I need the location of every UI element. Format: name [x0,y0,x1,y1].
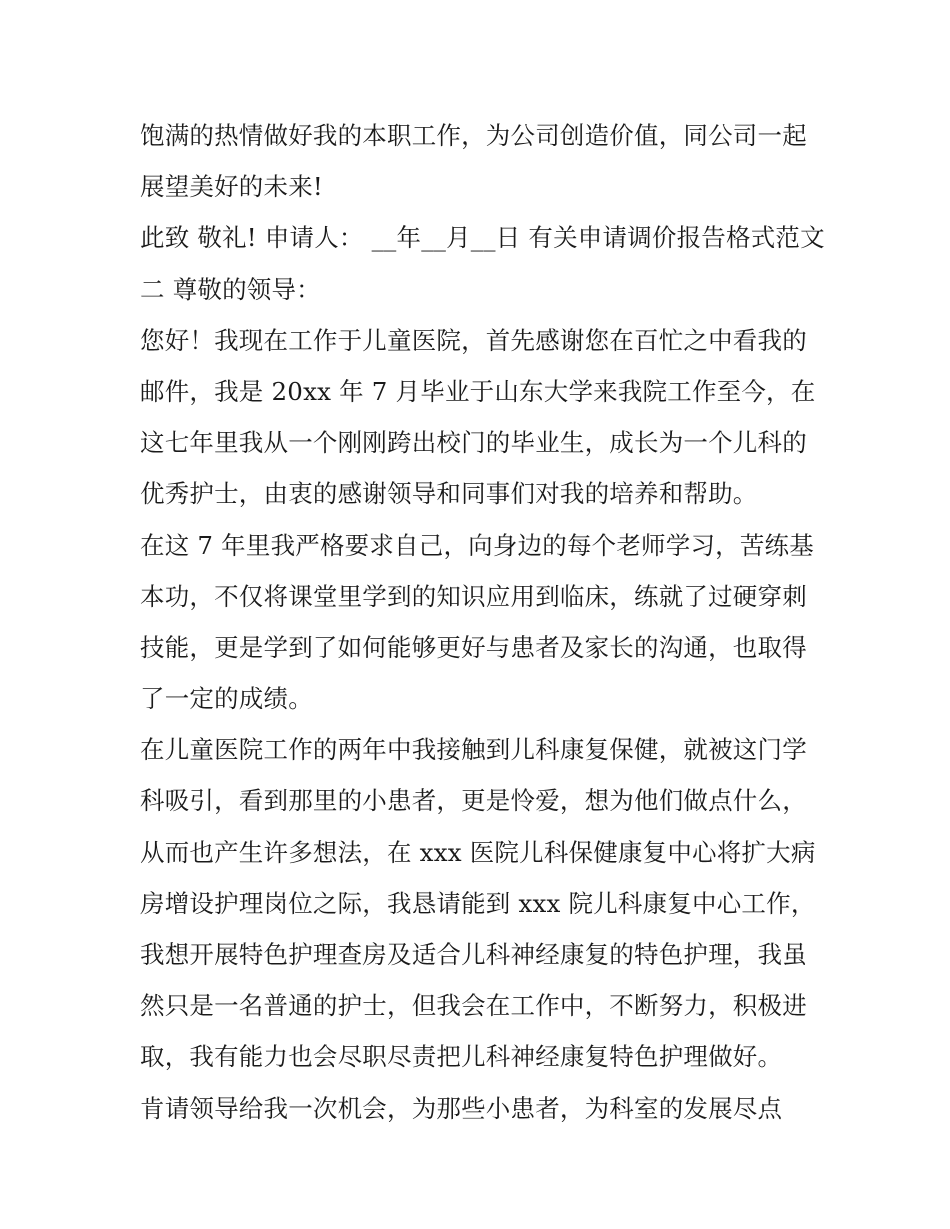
text-line: 展望美好的未来! [140,172,323,202]
text-line: 您好！我现在工作于儿童医院，首先感谢您在百忙之中看我的 [140,325,807,355]
text-line: 技能，更是学到了如何能够更好与患者及家长的沟通，也取得 [140,632,807,662]
text-line: 本功，不仅将课堂里学到的知识应用到临床，练就了过硬穿刺 [140,581,807,611]
text-line: 从而也产生许多想法，在 xxx 医院儿科保健康复中心将扩大病 [140,837,816,867]
text-line: 了一定的成绩。 [140,684,313,714]
text-line: 这七年里我从一个刚刚跨出校门的毕业生，成长为一个儿科的 [140,428,807,458]
text-line: 科吸引，看到那里的小患者，更是怜爱，想为他们做点什么， [140,786,807,816]
text-line: 饱满的热情做好我的本职工作，为公司创造价值，同公司一起 [140,121,807,150]
text-line: 房增设护理岗位之际，我恳请能到 xxx 院儿科康复中心工作， [140,888,816,918]
text-line: 在儿童医院工作的两年中我接触到儿科康复保健，就被这门学 [140,735,807,765]
text-line: 取，我有能力也会尽职尽责把儿科神经康复特色护理做好。 [140,1042,783,1072]
text-line: 在这 7 年里我严格要求自己，向身边的每个老师学习，苦练基 [140,530,814,560]
text-line: 肯请领导给我一次机会，为那些小患者，为科室的发展尽点 [140,1093,783,1123]
text-line: 然只是一名普通的护士，但我会在工作中，不断努力，积极进 [140,991,807,1021]
text-line: 此致 敬礼! 申请人： __年__月__日 有关申请调价报告格式范文 [140,223,825,253]
document-body [140,110,830,1134]
text-line: 优秀护士，由衷的感谢领导和同事们对我的培养和帮助。 [140,479,758,509]
text-line: 我想开展特色护理查房及适合儿科神经康复的特色护理，我虽 [140,940,807,969]
text-line: 邮件，我是 20xx 年 7 月毕业于山东大学来我院工作至今，在 [140,376,816,406]
text-line: 二 尊敬的领导： [140,274,321,304]
